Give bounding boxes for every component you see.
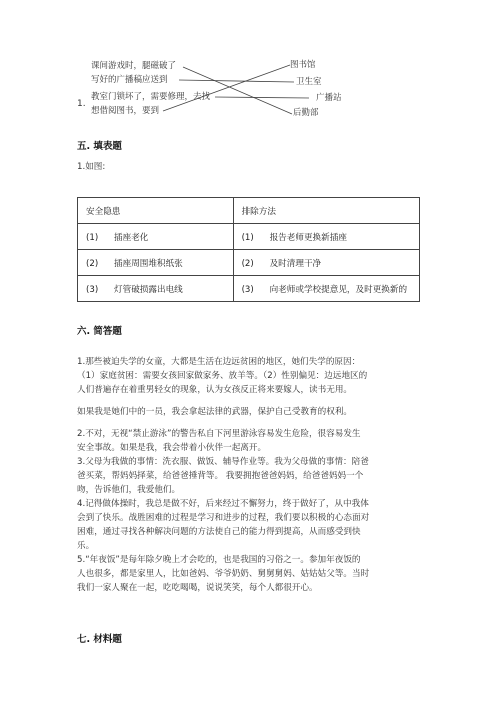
answer-line: 我们一家人聚在一起，吃吃喝喝，说说笑笑，每个人都很开心。 [77, 583, 318, 593]
answer-block [77, 355, 437, 595]
hazard-text: 插座老化 [114, 232, 149, 243]
answer-line: 1.那些被迫失学的女童，大都是生活在边远贫困的地区，她们失学的原因： [77, 357, 361, 367]
row-index: (3) [241, 284, 254, 295]
spacer [77, 419, 437, 427]
answer-line: 吻，告诉他们，我爱他们。 [77, 485, 181, 495]
answer-line: 困难，通过寻找各种解决问题的方法使自己的能力得到提高，从而感受到快 [77, 527, 361, 537]
matching-right-item: 广播站 [316, 93, 342, 103]
table-row [78, 250, 420, 276]
match-line [163, 65, 290, 111]
answer-line: 人们普遍存在着重男轻女的现象，认为女孩反正将来要嫁人，读书无用。 [77, 385, 353, 395]
question-intro: 1.如图: [77, 162, 106, 172]
table-header-row [78, 198, 420, 224]
row-index: (1) [86, 232, 99, 243]
remedy-text: 及时清理干净 [269, 258, 322, 269]
row-index: (2) [241, 258, 254, 269]
remedy-text: 向老师或学校提意见，及时更换新的 [269, 284, 408, 295]
row-index: (3) [86, 284, 99, 295]
answer-line: 安全事故。如果是我，我会带着小伙伴一起离开。 [77, 443, 267, 453]
answer-line: 乐。 [77, 541, 95, 551]
answer-line: 4.记得做体操时，我总是做不好，后来经过不懈努力，终于做好了，从中我体 [77, 499, 369, 509]
matching-right-item: 图书馆 [290, 60, 316, 70]
section-heading: 七. 材料题 [77, 634, 122, 645]
matching-right-item: 后勤部 [293, 108, 319, 118]
table-header-cell: 排除方法 [241, 206, 276, 217]
matching-left-item: 写好的广播稿应送到 [91, 75, 168, 85]
matching-left-item: 教室门锁坏了，需要修理，去找 [91, 92, 211, 102]
answer-line: 人也很多，都是家里人，比如爸妈、爷爷奶奶、舅舅舅妈、姑姑姑父等。当时 [77, 569, 370, 579]
section-heading: 六. 简答题 [77, 326, 122, 337]
table-header-cell: 安全隐患 [86, 206, 121, 217]
table-row [78, 276, 420, 302]
question-number: 1. [77, 99, 86, 109]
spacer [77, 397, 437, 405]
matching-left-item: 课间游戏时，腿磁破了 [91, 61, 177, 71]
row-index: (2) [86, 258, 99, 269]
row-index: (1) [241, 232, 254, 243]
section-heading: 五. 填表题 [77, 141, 122, 152]
matching-left-item: 想借阅图书，要到 [91, 106, 160, 116]
answer-line: 3.父母为我做的事情：洗衣服、做饭、辅导作业等。我为父母做的事情：陪爸 [77, 457, 369, 467]
match-line [215, 97, 309, 98]
answer-line: 会到了快乐。战胜困难的过程是学习和进步的过程，我们要以积极的心态面对 [77, 513, 370, 523]
answer-line: 如果我是她们中的一员，我会拿起法律的武器，保护自己受教育的权利。 [77, 407, 353, 417]
table-row [78, 224, 420, 250]
match-line [179, 80, 294, 82]
hazard-text: 插座周围堆积纸张 [114, 258, 183, 269]
answer-line: 2.不对，无视“禁止游泳”的警告私自下河里游泳容易发生危险，很容易发生 [77, 429, 361, 439]
matching-right-item: 卫生室 [296, 77, 322, 87]
answer-line: 5.“年夜饭”是每年除夕晚上才会吃的，也是我国的习俗之一。参加年夜饭的 [77, 555, 361, 565]
safety-table [77, 197, 420, 302]
remedy-text: 报告老师更换新插座 [269, 232, 347, 243]
hazard-text: 灯管破损露出电线 [114, 284, 183, 295]
answer-line: （1）家庭贫困：需要女孩回家做家务、放羊等。（2）性别偏见：边远地区的 [77, 371, 368, 381]
match-line [183, 67, 292, 114]
answer-line: 爸买菜，帮妈妈择菜，给爸爸捶背等。 我要拥抱爸爸妈妈，给爸爸妈妈一个 [77, 471, 364, 481]
